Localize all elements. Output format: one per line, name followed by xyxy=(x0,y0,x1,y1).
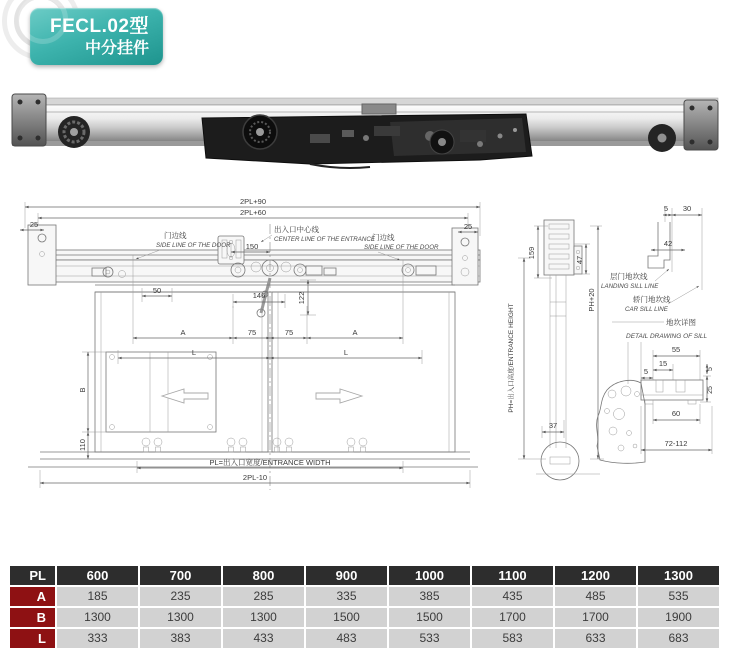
sill-detail-title-en: DETAIL DRAWING OF SILL xyxy=(626,333,708,340)
dim-b: B xyxy=(78,387,87,393)
table-value: 435 xyxy=(472,587,553,606)
table-value: 535 xyxy=(638,587,719,606)
dim-42: 42 xyxy=(663,239,673,248)
dim-150: 150 xyxy=(245,242,259,251)
table-value: 335 xyxy=(306,587,387,606)
dimension-spec-table xyxy=(10,566,719,648)
model-type: 中分挂件 xyxy=(84,40,149,57)
car-sill-label-cn: 轿门地坎线 xyxy=(633,295,671,304)
door-line-right-cn: 门边线 xyxy=(372,233,395,242)
center-line-label-en: CENTER LINE OF THE ENTRANCE xyxy=(274,236,375,243)
dim-5-right: 5 xyxy=(707,367,714,371)
dim-25: 25 xyxy=(707,386,714,394)
dim-15: 15 xyxy=(658,359,668,368)
dim-50: 50 xyxy=(152,286,162,295)
dim-146: 146 xyxy=(252,291,266,300)
dim-5: 5 xyxy=(663,204,669,213)
table-value: 333 xyxy=(57,629,138,648)
dim-55: 55 xyxy=(671,345,681,354)
table-value: 1700 xyxy=(472,608,553,627)
dim-30: 30 xyxy=(682,204,692,213)
door-open-arrow-left xyxy=(162,389,208,403)
table-header-col: 800 xyxy=(223,566,304,585)
table-value: 1700 xyxy=(555,608,636,627)
table-header-col: 1200 xyxy=(555,566,636,585)
table-header-col: 1000 xyxy=(389,566,470,585)
dim-2pl10: 2PL-10 xyxy=(242,473,268,482)
dim-25-right: 25 xyxy=(463,222,473,231)
door-line-left-cn: 门边线 xyxy=(164,231,187,240)
door-operator-photo xyxy=(10,86,720,174)
dim-110: 110 xyxy=(78,439,87,451)
sill-cross-section xyxy=(597,342,714,463)
table-header-col: 1300 xyxy=(638,566,719,585)
table-value: 433 xyxy=(223,629,304,648)
table-value: 185 xyxy=(57,587,138,606)
center-line-label-cn: 出入口中心线 xyxy=(274,225,319,234)
table-header-col: 900 xyxy=(306,566,387,585)
dim-37: 37 xyxy=(548,421,558,430)
dim-47: 47 xyxy=(575,255,584,265)
table-value: 385 xyxy=(389,587,470,606)
table-header-pl: PL xyxy=(10,566,55,585)
sill-detail xyxy=(601,204,708,340)
right-door-panel xyxy=(272,292,455,452)
table-header-col: 700 xyxy=(140,566,221,585)
door-guide-shoes xyxy=(142,438,367,452)
table-row-label-b: B xyxy=(10,608,55,627)
table-header-col: 1100 xyxy=(472,566,553,585)
dim-ph20: PH+20 xyxy=(587,288,596,312)
dim-72-112: 72-112 xyxy=(664,439,688,448)
dim-159: 159 xyxy=(527,246,536,260)
table-value: 383 xyxy=(140,629,221,648)
table-value: 533 xyxy=(389,629,470,648)
dim-60: 60 xyxy=(671,409,681,418)
side-hanger-plate xyxy=(544,220,574,275)
table-row-label-a: A xyxy=(10,587,55,606)
model-number: FECL.02型 xyxy=(49,16,149,37)
door-open-arrow-right xyxy=(316,389,362,403)
table-value: 683 xyxy=(638,629,719,648)
table-value: 485 xyxy=(555,587,636,606)
table-row-label-l: L xyxy=(10,629,55,648)
side-view xyxy=(506,220,604,480)
dim-l-left: L xyxy=(191,348,197,357)
front-view-dimensions xyxy=(20,197,480,488)
sill-detail-title-cn: 地坎详图 xyxy=(666,318,696,327)
table-value: 1500 xyxy=(389,608,470,627)
table-value: 1300 xyxy=(140,608,221,627)
table-value: 285 xyxy=(223,587,304,606)
landing-sill-label-en: LANDING SILL LINE xyxy=(601,283,659,290)
dim-2pl60: 2PL+60 xyxy=(239,208,267,217)
table-value: 1500 xyxy=(306,608,387,627)
hanger-plate xyxy=(106,352,216,432)
dim-2pl90: 2PL+90 xyxy=(239,197,267,206)
sill-extrusion xyxy=(641,380,703,400)
left-door-panel xyxy=(95,292,268,452)
table-value: 583 xyxy=(472,629,553,648)
table-value: 235 xyxy=(140,587,221,606)
door-line-left-en: SIDE LINE OF THE DOOR xyxy=(156,242,231,249)
table-value: 633 xyxy=(555,629,636,648)
door-line-right-en: SIDE LINE OF THE DOOR xyxy=(364,244,439,251)
table-value: 1300 xyxy=(223,608,304,627)
sill-detail-callout-circle xyxy=(541,442,579,480)
entrance-height-label: PH=出入口高度/ENTRANCE HEIGHT xyxy=(508,303,515,413)
table-value: 1900 xyxy=(638,608,719,627)
table-value: 483 xyxy=(306,629,387,648)
dim-a-right: A xyxy=(352,328,358,337)
dim-75-right: 75 xyxy=(284,328,294,337)
dim-5-left: 5 xyxy=(643,367,649,376)
dim-l-right: L xyxy=(343,348,349,357)
dim-pl-entrance-width: PL=出入口宽度/ENTRANCE WIDTH xyxy=(209,458,331,467)
model-badge xyxy=(30,8,163,65)
dim-122: 122 xyxy=(297,291,306,305)
dim-a-left: A xyxy=(180,328,186,337)
table-value: 1300 xyxy=(57,608,138,627)
installation-drawing xyxy=(0,180,729,558)
landing-sill-label-cn: 层门地坎线 xyxy=(610,272,648,281)
dim-25-left: 25 xyxy=(29,220,39,229)
car-sill-label-en: CAR SILL LINE xyxy=(625,306,668,313)
table-header-col: 600 xyxy=(57,566,138,585)
dim-75-left: 75 xyxy=(247,328,257,337)
